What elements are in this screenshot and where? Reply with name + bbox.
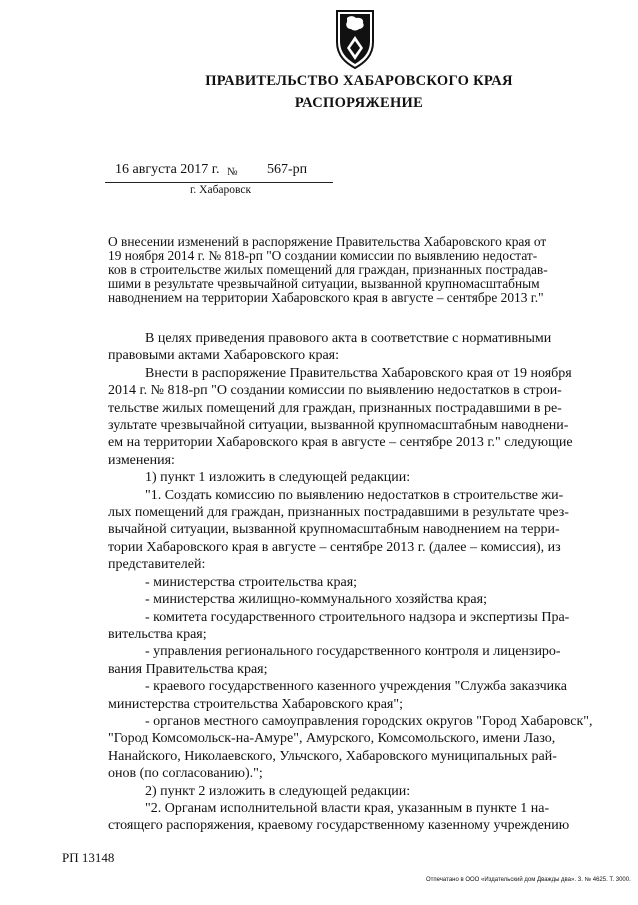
document-body	[108, 330, 616, 835]
body-line: - органов местного самоуправления городских округов "Город Хабаровск",	[145, 713, 593, 729]
document-number: 567-рп	[267, 162, 308, 177]
body-line: 1) пункт 1 изложить в следующей редакции:	[145, 470, 411, 486]
body-line: правовыми актами Хабаровского края:	[108, 348, 340, 364]
body-line: зультате чрезвычайной ситуации, вызванной крупномасштабным наводнени-	[108, 418, 569, 434]
body-line: ем на территории Хабаровского края в августе – сентябре 2013 г." следующие	[108, 435, 573, 451]
body-line: тельстве жилых помещений для граждан, признанных пострадавшими в ре-	[108, 400, 562, 416]
body-line: лых помещений для граждан, признанных пострадавшими в результате чрез-	[108, 505, 569, 521]
date-number-line	[105, 162, 333, 183]
body-line: "Город Комсомольск-на-Амуре", Амурского, Комсомольского, имени Лазо,	[108, 731, 556, 747]
organization-title: ПРАВИТЕЛЬСТВО ХАБАРОВСКОГО КРАЯ	[205, 73, 513, 89]
body-line: вычайной ситуации, вызванной крупномасштабным наводнением на терри-	[108, 522, 560, 538]
subject-line: шими в результате чрезвычайной ситуации, вызванной крупномасштабным	[108, 276, 540, 291]
body-line: изменения:	[108, 452, 175, 468]
subject-line: 19 ноября 2014 г. № 818-рп "О создании комиссии по выявлению недостат-	[108, 248, 538, 263]
document-date: 16 августа 2017 г.	[115, 162, 220, 177]
body-line: - министерства строительства края;	[145, 574, 358, 590]
body-line: вания Правительства края;	[108, 661, 268, 677]
body-line: 2014 г. № 818-рп "О создании комиссии по выявлению недостатков в строи-	[108, 383, 562, 399]
subject-line: наводнением на территории Хабаровского края в августе – сентябре 2013 г."	[108, 290, 544, 305]
body-line: Внести в распоряжение Правительства Хабаровского края от 19 ноября	[145, 365, 572, 381]
body-line: представителей:	[108, 557, 206, 573]
body-line: "2. Органам исполнительной власти края, указанным в пункте 1 на-	[145, 800, 550, 816]
body-line: - комитета государственного строительного надзора и экспертизы Пра-	[145, 609, 570, 625]
body-line: министерства строительства Хабаровского края";	[108, 696, 403, 712]
body-line: онов (по согласованию).";	[108, 766, 263, 782]
body-line: - управления регионального государственного контроля и лицензиро-	[145, 644, 561, 660]
document-type: РАСПОРЯЖЕНИЕ	[294, 95, 424, 111]
document-code: РП 13148	[62, 850, 115, 865]
body-line: вительства края;	[108, 626, 207, 642]
coat-of-arms-emblem	[334, 8, 376, 70]
document-city: г. Хабаровск	[190, 184, 252, 196]
body-line: стоящего распоряжения, краевому государственному казенному учреждению	[108, 818, 570, 834]
body-line: - министерства жилищно-коммунального хозяйства края;	[145, 592, 487, 608]
body-line: "1. Создать комиссию по выявлению недостатков в строительстве жи-	[145, 487, 564, 503]
body-line: Нанайского, Николаевского, Ульчского, Хабаровского муниципальных рай-	[108, 748, 557, 764]
number-sign: №	[227, 166, 238, 178]
document-subject	[108, 235, 616, 305]
body-line: - краевого государственного казенного учреждения "Служба заказчика	[145, 679, 567, 695]
body-line: тории Хабаровского края в августе – сентябре 2013 г. (далее – комиссия), из	[108, 539, 561, 555]
subject-line: О внесении изменений в распоряжение Правительства Хабаровского края от	[108, 234, 547, 249]
body-line: 2) пункт 2 изложить в следующей редакции:	[145, 783, 411, 799]
body-line: В целях приведения правового акта в соответствие с нормативными	[145, 331, 552, 346]
printing-note: Отпечатано в ООО «Издательский дом Дважды два». З. № 4625. Т. 3000.	[426, 877, 631, 883]
subject-line: ков в строительстве жилых помещений для граждан, признанных пострадав-	[108, 262, 548, 277]
